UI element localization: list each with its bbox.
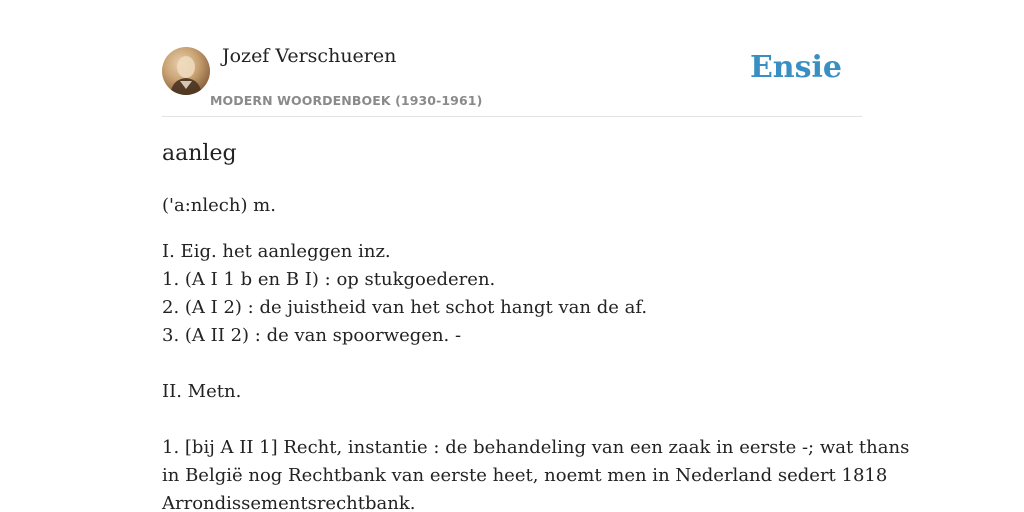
portrait-icon — [162, 47, 210, 95]
entry-headword: aanleg — [162, 141, 237, 166]
dictionary-subtitle[interactable]: MODERN WOORDENBOEK (1930-1961) — [210, 93, 483, 108]
definition-line: Arrondissementsrechtbank. — [162, 493, 416, 512]
ensie-logo-link[interactable]: Ensie — [749, 50, 842, 85]
author-avatar[interactable] — [162, 47, 210, 95]
definition-line: 3. (A II 2) : de van spoorwegen. - — [162, 325, 462, 346]
author-name[interactable]: Jozef Verschueren — [222, 45, 397, 67]
definition-line: 1. (A I 1 b en B I) : op stukgoederen. — [162, 269, 496, 290]
site-header — [162, 0, 862, 117]
definition-line: in België nog Rechtbank van eerste heet, noemt men in Nederland sedert 1818 — [162, 465, 888, 486]
definition-line: 1. [bij A II 1] Recht, instantie : de behandeling van een zaak in eerste -; wat thans — [162, 437, 910, 458]
definition-line: 2. (A I 2) : de juistheid van het schot hangt van de af. — [162, 297, 648, 318]
definition-line: I. Eig. het aanleggen inz. — [162, 241, 391, 262]
entry-pronunciation: ('a:nlech) m. — [162, 195, 276, 216]
definition-line: II. Metn. — [162, 381, 242, 402]
